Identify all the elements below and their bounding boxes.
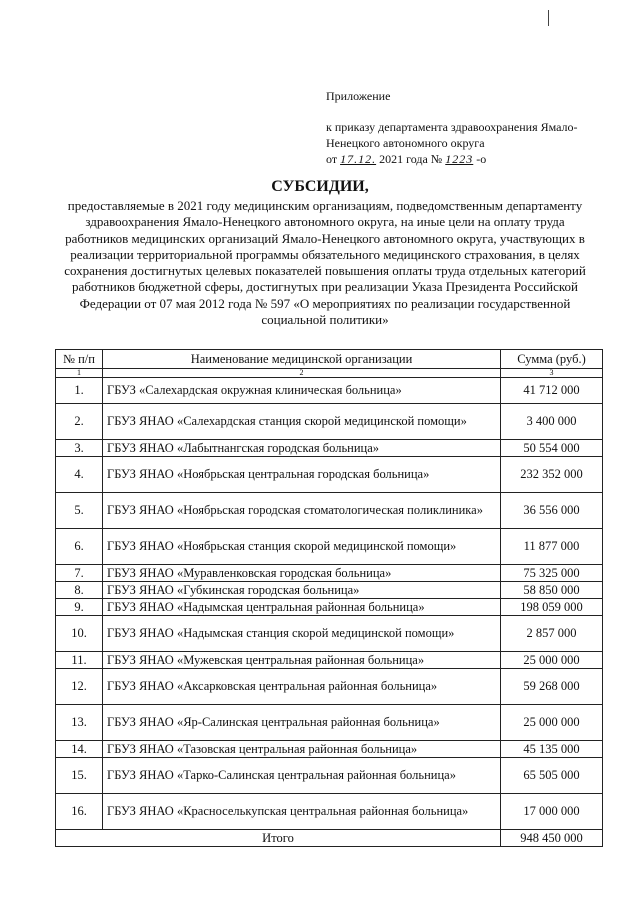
amount-cell: 75 325 000 xyxy=(501,565,603,582)
amount-cell: 17 000 000 xyxy=(501,794,603,830)
table-row xyxy=(56,404,603,440)
organization-name: ГБУЗ ЯНАО «Тазовская центральная районная больница» xyxy=(103,741,501,758)
appendix-block xyxy=(326,88,626,167)
header-name: Наименование медицинской организации xyxy=(103,350,501,369)
amount-cell: 11 877 000 xyxy=(501,529,603,565)
organization-name: ГБУЗ «Салехардская окружная клиническая больница» xyxy=(103,378,501,404)
appendix-title: Приложение xyxy=(326,89,391,103)
appendix-order-line-1: к приказу департамента здравоохранения Ямало- xyxy=(326,120,578,134)
amount-cell: 25 000 000 xyxy=(501,705,603,741)
amount-cell: 50 554 000 xyxy=(501,440,603,457)
amount-cell: 65 505 000 xyxy=(501,758,603,794)
handwritten-date: 17.12. xyxy=(340,152,377,166)
organization-name: ГБУЗ ЯНАО «Мужевская центральная районная больница» xyxy=(103,652,501,669)
row-number: 11. xyxy=(56,652,103,669)
row-number: 4. xyxy=(56,457,103,493)
table-row xyxy=(56,758,603,794)
amount-cell: 3 400 000 xyxy=(501,404,603,440)
row-number: 6. xyxy=(56,529,103,565)
table-header-row xyxy=(56,350,603,369)
date-prefix: от xyxy=(326,152,338,166)
table-row xyxy=(56,669,603,705)
total-amount: 948 450 000 xyxy=(501,830,603,847)
organization-name: ГБУЗ ЯНАО «Аксарковская центральная районная больница» xyxy=(103,669,501,705)
organization-name: ГБУЗ ЯНАО «Салехардская станция скорой медицинской помощи» xyxy=(103,404,501,440)
amount-cell: 58 850 000 xyxy=(501,582,603,599)
row-number: 5. xyxy=(56,493,103,529)
organization-name: ГБУЗ ЯНАО «Ноябрьская центральная городская больница» xyxy=(103,457,501,493)
row-number: 16. xyxy=(56,794,103,830)
organization-name: ГБУЗ ЯНАО «Надымская центральная районная больница» xyxy=(103,599,501,616)
organization-name: ГБУЗ ЯНАО «Яр-Салинская центральная районная больница» xyxy=(103,705,501,741)
row-number: 2. xyxy=(56,404,103,440)
table-index-row xyxy=(56,369,603,378)
organization-name: ГБУЗ ЯНАО «Губкинская городская больница» xyxy=(103,582,501,599)
table-row xyxy=(56,529,603,565)
index-cell: 3 xyxy=(501,369,603,378)
row-number: 10. xyxy=(56,616,103,652)
table-row xyxy=(56,378,603,404)
organization-name: ГБУЗ ЯНАО «Ноябрьская городская стоматологическая поликлиника» xyxy=(103,493,501,529)
document-title: СУБСИДИИ, xyxy=(271,178,369,195)
amount-cell: 198 059 000 xyxy=(501,599,603,616)
total-label: Итого xyxy=(56,830,501,847)
amount-cell: 41 712 000 xyxy=(501,378,603,404)
table-row xyxy=(56,599,603,616)
amount-cell: 45 135 000 xyxy=(501,741,603,758)
amount-cell: 36 556 000 xyxy=(501,493,603,529)
row-number: 9. xyxy=(56,599,103,616)
header-num: № п/п xyxy=(56,350,103,369)
appendix-order-line-2: Ненецкого автономного округа xyxy=(326,136,485,150)
table-total-row xyxy=(56,830,603,847)
table-row xyxy=(56,794,603,830)
table-row xyxy=(56,616,603,652)
appendix-date-line xyxy=(326,151,626,167)
document-subtitle: предоставляемые в 2021 году медицинским организациям, подведомственным департаменту здравоохранения Ямало-Ненецкого автономного округа, на иные цели на оплату труда работников медицинских организаций Ямало-Ненецкого автономного округа, участвующих в реализации территориальной программы обязательного медицинского страхования, в целях сохранения достигнутых целевых показателей повышения оплаты труда отдельных категорий работников бюджетной сферы, достигнутых при реализации Указа Президента Российской Федерации от 07 мая 2012 года № 597 «О мероприятиях по реализации государственной социальной политики» xyxy=(64,198,586,328)
organization-name: ГБУЗ ЯНАО «Тарко-Салинская центральная районная больница» xyxy=(103,758,501,794)
amount-cell: 2 857 000 xyxy=(501,616,603,652)
table-row xyxy=(56,493,603,529)
index-cell: 2 xyxy=(103,369,501,378)
table-row xyxy=(56,440,603,457)
organization-name: ГБУЗ ЯНАО «Красноселькупская центральная районная больница» xyxy=(103,794,501,830)
page-edge-mark xyxy=(548,10,549,26)
order-number-suffix: -о xyxy=(476,152,487,166)
year-text: 2021 года № xyxy=(379,152,443,166)
table-row xyxy=(56,741,603,758)
amount-cell: 232 352 000 xyxy=(501,457,603,493)
row-number: 3. xyxy=(56,440,103,457)
table-row xyxy=(56,582,603,599)
table-row xyxy=(56,565,603,582)
table-row xyxy=(56,652,603,669)
organization-name: ГБУЗ ЯНАО «Ноябрьская станция скорой медицинской помощи» xyxy=(103,529,501,565)
row-number: 7. xyxy=(56,565,103,582)
row-number: 8. xyxy=(56,582,103,599)
row-number: 1. xyxy=(56,378,103,404)
handwritten-order-number: 1223 xyxy=(445,152,474,166)
header-amount: Сумма (руб.) xyxy=(501,350,603,369)
organization-name: ГБУЗ ЯНАО «Надымская станция скорой медицинской помощи» xyxy=(103,616,501,652)
subsidies-table xyxy=(55,349,603,847)
row-number: 15. xyxy=(56,758,103,794)
organization-name: ГБУЗ ЯНАО «Лабытнангская городская больница» xyxy=(103,440,501,457)
amount-cell: 59 268 000 xyxy=(501,669,603,705)
amount-cell: 25 000 000 xyxy=(501,652,603,669)
row-number: 13. xyxy=(56,705,103,741)
row-number: 12. xyxy=(56,669,103,705)
table-row xyxy=(56,705,603,741)
organization-name: ГБУЗ ЯНАО «Муравленковская городская больница» xyxy=(103,565,501,582)
table-row xyxy=(56,457,603,493)
index-cell: 1 xyxy=(56,369,103,378)
row-number: 14. xyxy=(56,741,103,758)
